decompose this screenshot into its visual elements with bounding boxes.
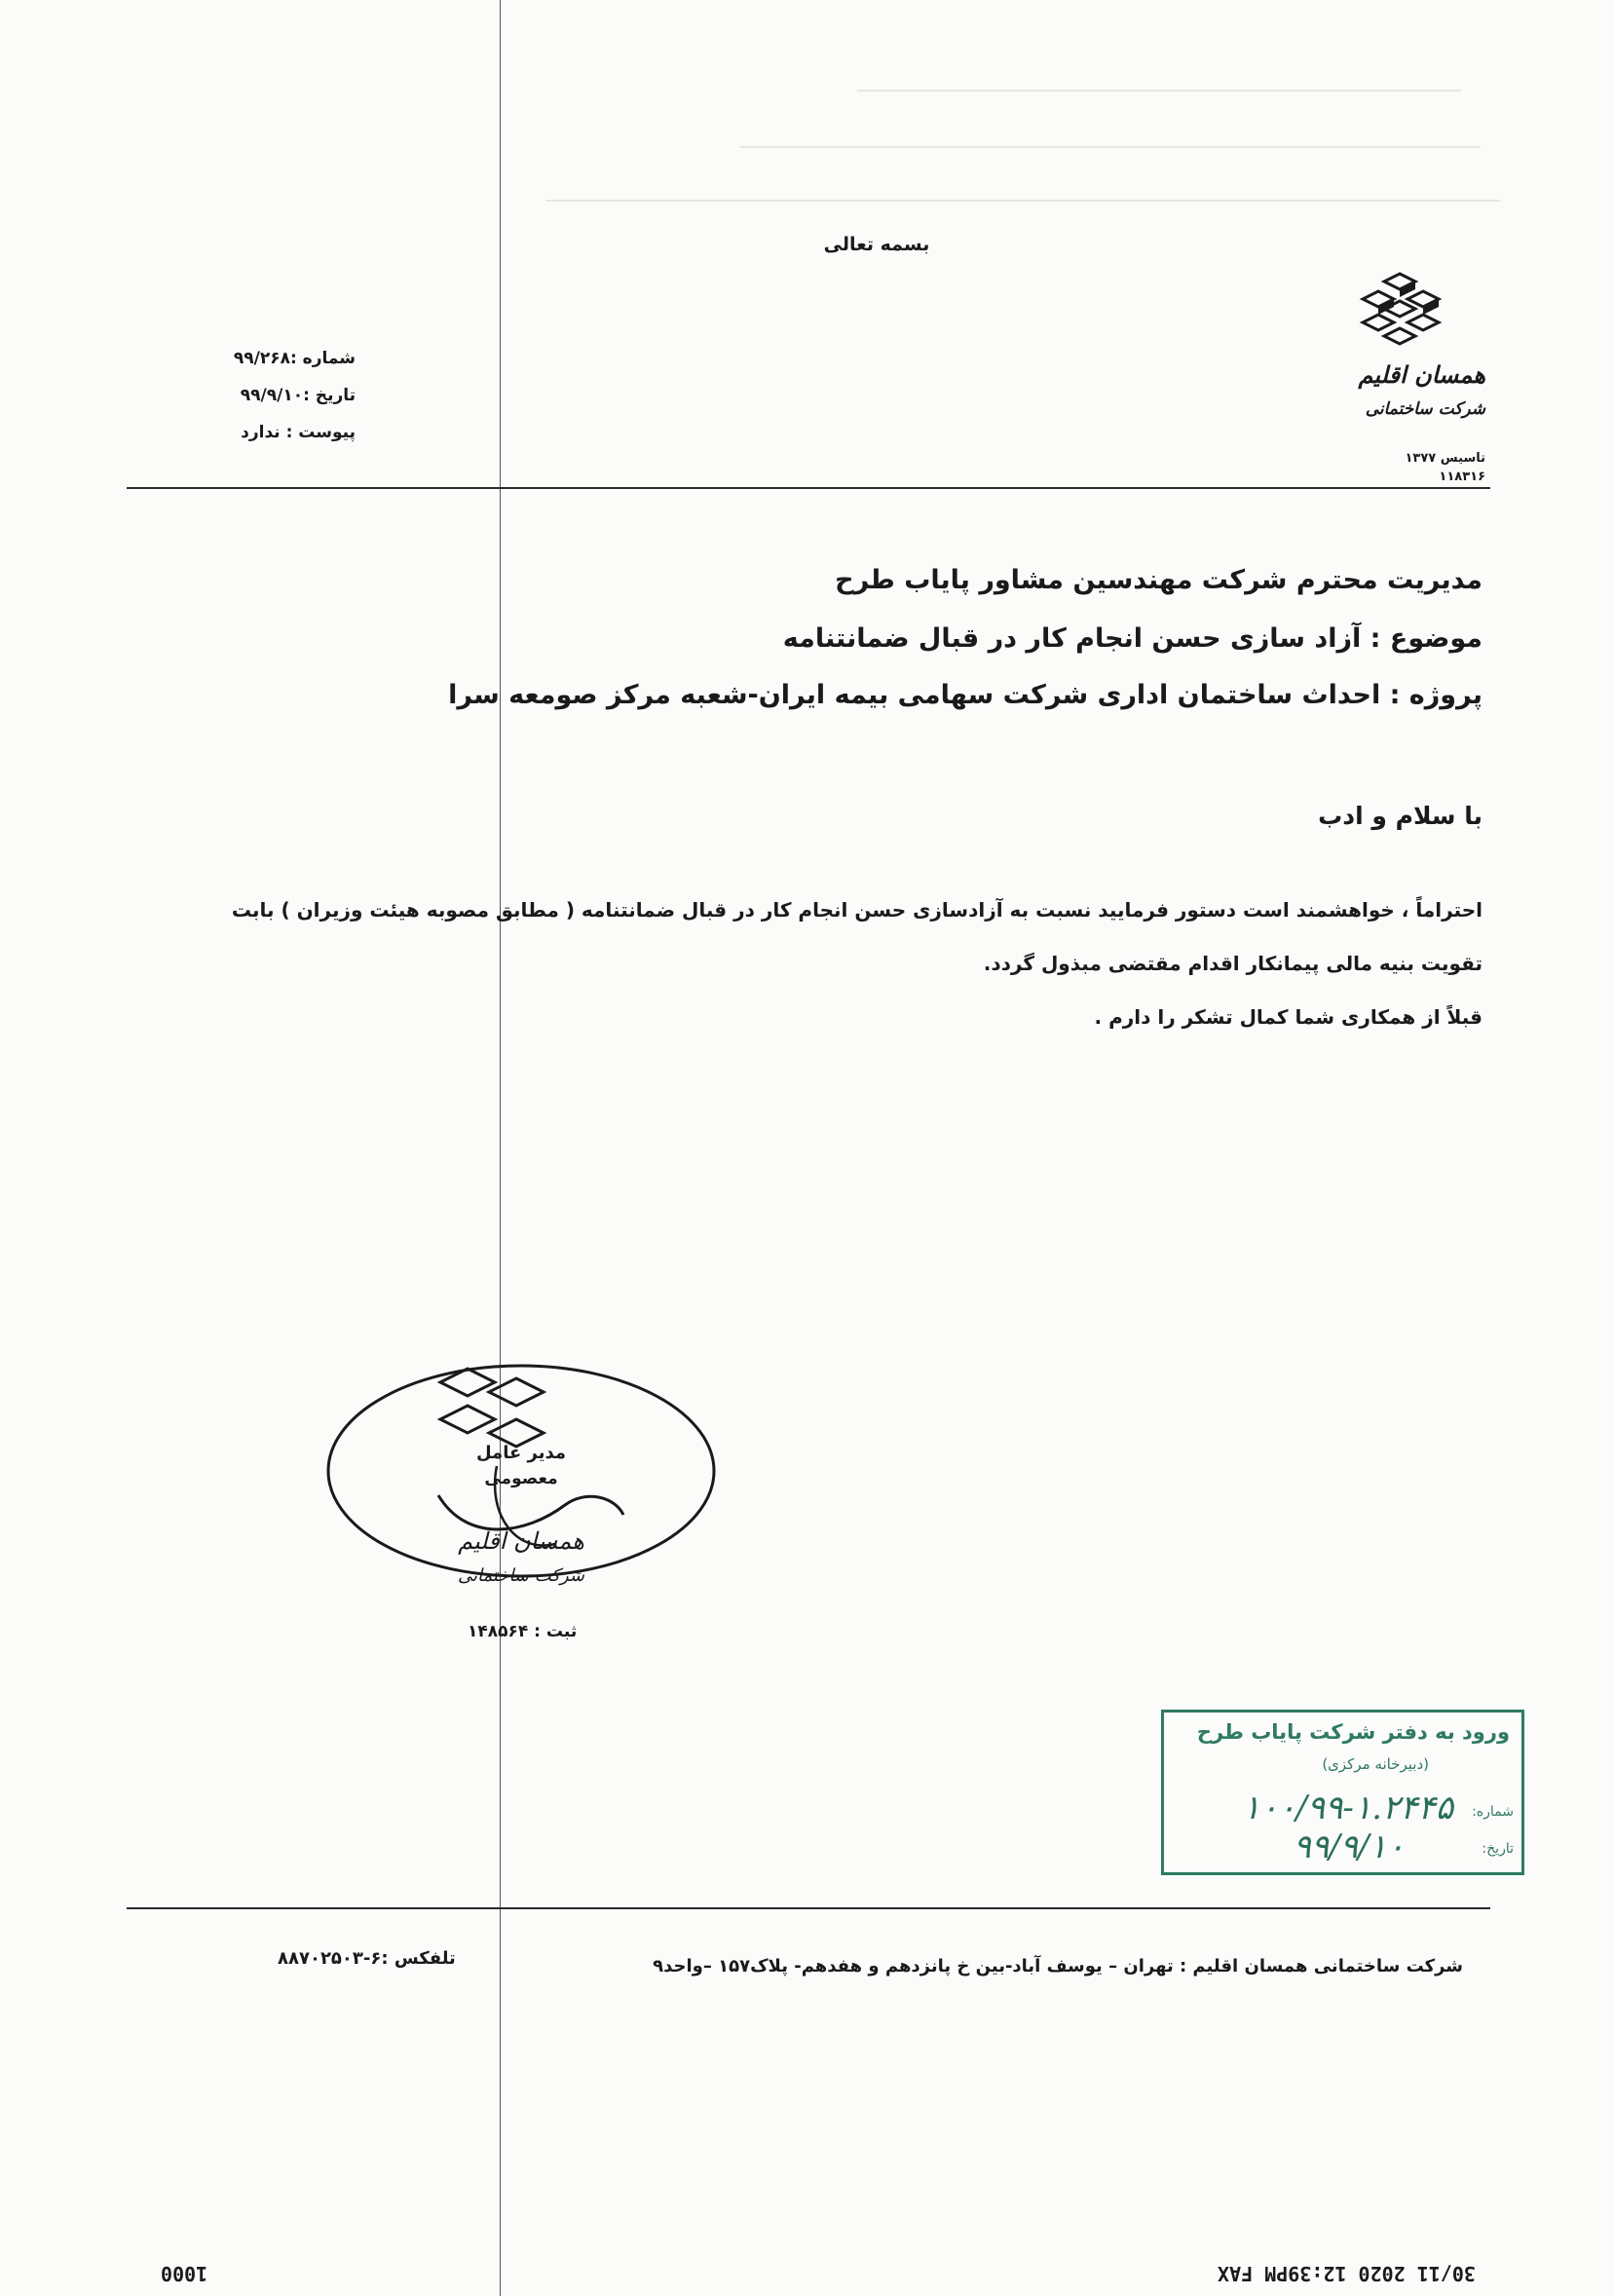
logo-name: همسان اقلیم bbox=[1358, 360, 1485, 389]
subject: موضوع : آزاد سازی حسن انجام کار در قبال ضمانتنامه bbox=[782, 623, 1483, 654]
stamp-number-label: شماره: bbox=[1472, 1804, 1514, 1820]
stamp-subtitle: (دبیرخانه مرکزی) bbox=[1322, 1755, 1429, 1773]
footer-address: شرکت ساختمانی همسان اقلیم : تهران – یوسف آباد-بین خ پانزدهم و هفدهم- پلاک۱۵۷ –واحد۹ bbox=[653, 1956, 1463, 1976]
seal-signer: معصومی bbox=[484, 1469, 558, 1488]
recipient: مدیریت محترم شرکت مهندسین مشاور پایاب طرح bbox=[835, 565, 1483, 595]
header-divider bbox=[127, 487, 1490, 489]
seal-graphic bbox=[321, 1349, 731, 1593]
fax-ghost-line bbox=[545, 200, 1500, 202]
letter-date: تاریخ :۹۹/۹/۱۰ bbox=[240, 386, 356, 405]
fax-header: 30/11 2020 12:39PM FAX bbox=[1218, 2262, 1476, 2285]
fax-ghost-line bbox=[857, 90, 1461, 92]
logo-company: شرکت ساختمانی bbox=[1365, 399, 1485, 419]
seal-company: همسان اقلیم bbox=[458, 1527, 584, 1555]
fax-scan-line bbox=[500, 0, 501, 2296]
logo-reg: ۱۱۸۳۱۶ bbox=[1439, 470, 1485, 484]
company-logo bbox=[1339, 268, 1485, 497]
greeting: با سلام و ادب bbox=[1318, 802, 1483, 830]
body-line-2: تقویت بنیه مالی پیمانکار اقدام مقتضی مبذول گردد. bbox=[983, 952, 1483, 975]
footer-divider bbox=[127, 1907, 1490, 1909]
seal-registration: ثبت : ۱۴۸۵۶۴ bbox=[468, 1622, 578, 1641]
fax-ghost-line bbox=[740, 146, 1481, 148]
received-stamp bbox=[1161, 1710, 1524, 1875]
bismillah: بسمه تعالی bbox=[823, 234, 930, 255]
footer-telfax: تلفکس :۶-۸۸۷۰۲۵۰۳ bbox=[278, 1948, 456, 1969]
stamp-date-value: ۹۹/۹/۱۰ bbox=[1293, 1827, 1405, 1866]
letter-number: شماره :۹۹/۲۶۸ bbox=[233, 349, 356, 368]
stamp-number-value: ۱۰۰/۹۹-۱.۲۴۴۵ bbox=[1242, 1788, 1453, 1827]
stamp-date-label: تاریخ: bbox=[1482, 1841, 1514, 1857]
logo-founded: تاسیس ۱۳۷۷ bbox=[1405, 451, 1485, 466]
stamp-title: ورود به دفتر شرکت پایاب طرح bbox=[1196, 1720, 1510, 1744]
closing-line: قبلاً از همکاری شما کمال تشکر را دارم . bbox=[1094, 1005, 1483, 1029]
fax-page-code: 1000 bbox=[161, 2262, 208, 2285]
seal-type: شرکت ساختمانی bbox=[457, 1565, 585, 1586]
project: پروژه : احداث ساختمان اداری شرکت سهامی بیمه ایران-شعبه مرکز صومعه سرا bbox=[448, 680, 1483, 710]
body-line-1: احتراماً ، خواهشمند است دستور فرمایید نسبت به آزادسازی حسن انجام کار در قبال ضمانتنامه ( مطابق مصوبه هیئت وزیران ) بابت bbox=[231, 898, 1483, 922]
letter-attachment: پیوست : ندارد bbox=[241, 423, 356, 442]
seal-title: مدیر عامل bbox=[475, 1443, 567, 1463]
company-seal bbox=[321, 1349, 731, 1593]
